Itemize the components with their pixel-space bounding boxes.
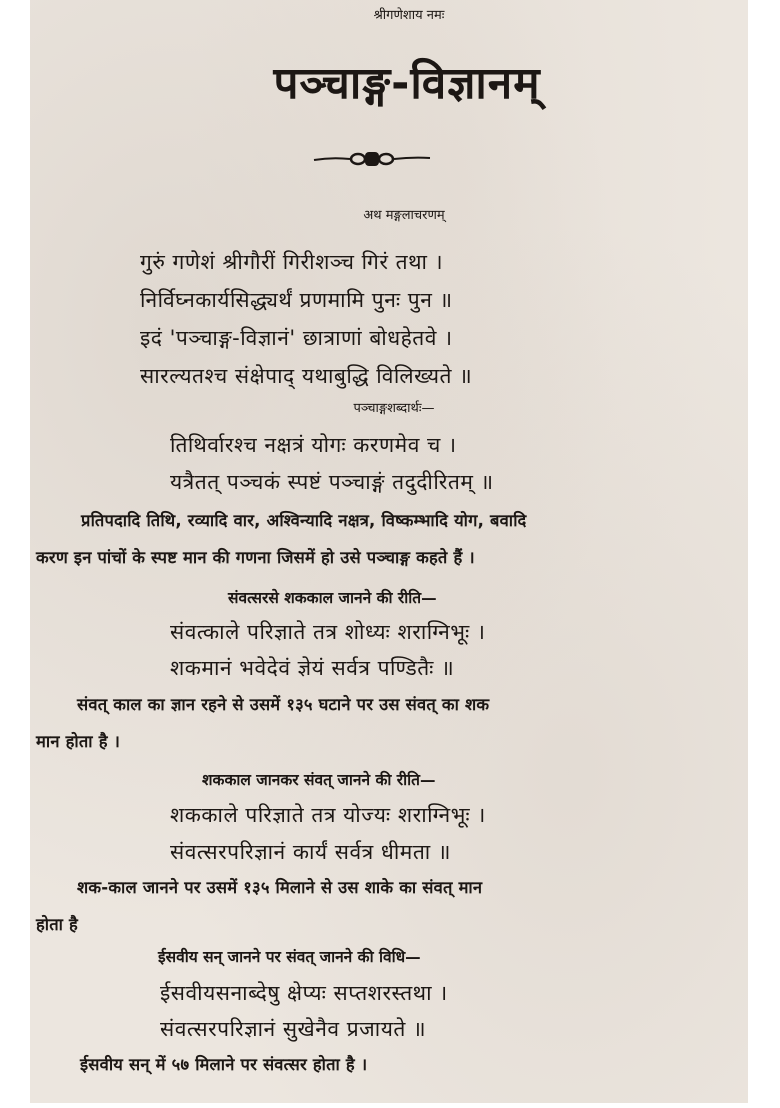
verse-line: संवत्सरपरिज्ञानं कार्यं सर्वत्र धीमता ॥ — [170, 840, 451, 864]
section-heading-mangalacharan: अथ मङ्गलाचरणम् — [363, 208, 445, 223]
verse-line: शककाले परिज्ञाते तत्र योज्यः शराग्निभूः । — [170, 803, 486, 827]
verse-line: ईसवीयसनाब्देषु क्षेप्यः सप्तशरस्तथा । — [160, 981, 448, 1005]
verse-line: निर्विघ्नकार्यसिद्ध्यर्थं प्रणमामि पुनः पुन ॥ — [140, 288, 453, 312]
verse-line: शकमानं भवेदेवं ज्ञेयं सर्वत्र पण्डितैः ॥ — [170, 656, 455, 680]
section-heading-isvi-to-samvat: ईसवीय सन् जानने पर संवत् जानने की विधि— — [158, 948, 421, 966]
verse-line: यत्रैतत् पञ्चकं स्पष्टं पञ्चाङ्गं तदुदीरितम् ॥ — [170, 470, 494, 494]
page-title: पञ्चाङ्ग-विज्ञानम् — [273, 58, 541, 109]
verse-line: सारल्यतश्च संक्षेपाद् यथाबुद्धि विलिख्यते ॥ — [140, 364, 473, 388]
prose-line: संवत् काल का ज्ञान रहने से उसमें १३५ घटाने पर उस संवत् का शक — [77, 695, 490, 714]
book-page — [30, 0, 748, 1103]
section-heading-shaka-to-samvat: शककाल जानकर संवत् जानने की रीति— — [202, 771, 436, 789]
verse-line: इदं 'पञ्चाङ्ग-विज्ञानं' छात्राणां बोधहेतवे । — [140, 326, 453, 350]
prose-line: मान होता है । — [36, 732, 121, 751]
invocation-text: श्रीगणेशाय नमः — [373, 8, 445, 23]
verse-line: संवत्काले परिज्ञाते तत्र शोध्यः शराग्निभूः । — [170, 620, 486, 644]
prose-line: होता है — [36, 915, 79, 934]
verse-line: गुरुं गणेशं श्रीगौरीं गिरीशञ्च गिरं तथा । — [140, 250, 444, 274]
verse-line: संवत्सरपरिज्ञानं सुखेनैव प्रजायते ॥ — [160, 1017, 427, 1041]
prose-line: ईसवीय सन् में ५७ मिलाने पर संवत्सर होता है । — [80, 1055, 368, 1074]
section-heading-shabdartha: पञ्चाङ्गशब्दार्थः— — [353, 401, 435, 416]
section-heading-samvat-to-shaka: संवत्सरसे शककाल जानने की रीति— — [228, 589, 437, 607]
prose-line: शक-काल जानने पर उसमें १३५ मिलाने से उस शाके का संवत् मान — [77, 878, 483, 897]
prose-line: प्रतिपदादि तिथि, रव्यादि वार, अश्विन्यादि नक्षत्र, विष्कम्भादि योग, बवादि — [81, 511, 527, 530]
verse-line: तिथिर्वारश्च नक्षत्रं योगः करणमेव च । — [170, 433, 457, 457]
prose-line: करण इन पांचों के स्पष्ट मान की गणना जिसमें हो उसे पञ्चाङ्ग कहते हैं । — [36, 548, 475, 567]
ornament-divider-icon — [312, 151, 432, 167]
